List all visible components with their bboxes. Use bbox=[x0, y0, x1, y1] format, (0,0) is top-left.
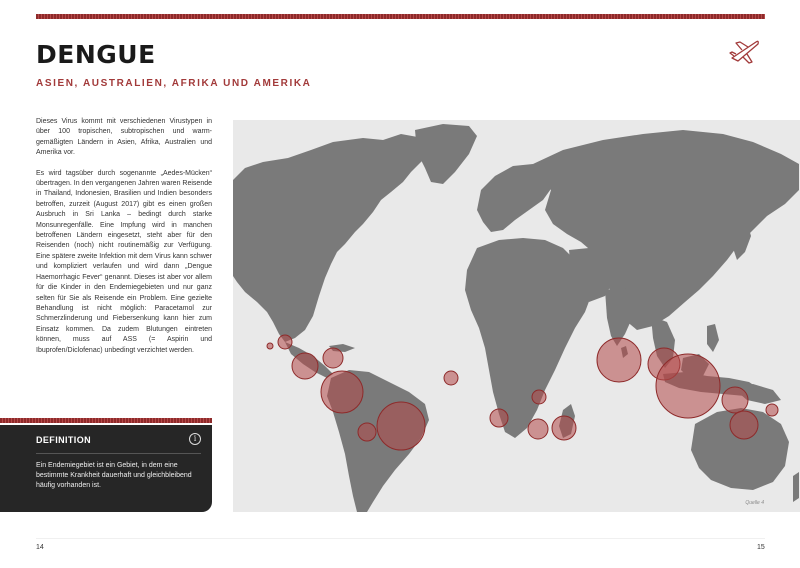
definition-text: Ein Endemiegebiet ist ein Gebiet, in dem eine bestimmte Krankheit dauerhaft und gleichbleibend häufig vorhanden ist. bbox=[36, 462, 192, 489]
marker-central-america bbox=[292, 353, 318, 379]
marker-east-africa bbox=[532, 390, 546, 404]
marker-india bbox=[597, 338, 641, 382]
land-new-zealand bbox=[793, 472, 799, 502]
airplane-icon bbox=[728, 34, 762, 68]
marker-madagascar bbox=[552, 416, 576, 440]
marker-peru-bolivia bbox=[358, 423, 376, 441]
map-source: Quelle 4 bbox=[745, 500, 764, 506]
page-number-left: 14 bbox=[36, 544, 44, 551]
article-body bbox=[36, 117, 212, 356]
top-decorative-bar bbox=[36, 14, 765, 19]
marker-colombia-venezuela bbox=[321, 371, 363, 413]
page-subtitle: ASIEN, AUSTRALIEN, AFRIKA UND AMERIKA bbox=[36, 78, 312, 89]
info-icon: i bbox=[189, 433, 201, 445]
land-greenland bbox=[415, 124, 477, 184]
definition-box bbox=[0, 425, 212, 512]
definition-title: DEFINITION bbox=[36, 435, 91, 445]
marker-mexico-west bbox=[267, 343, 273, 349]
definition-divider bbox=[36, 453, 201, 454]
marker-mexico bbox=[278, 335, 292, 349]
marker-australia-north bbox=[730, 411, 758, 439]
marker-new-guinea bbox=[722, 387, 748, 413]
definition-decorative-bar bbox=[0, 418, 212, 423]
footer-divider bbox=[36, 538, 765, 539]
marker-pacific-islands bbox=[766, 404, 778, 416]
world-map bbox=[233, 120, 800, 512]
paragraph-details: Es wird tagsüber durch sogenannte „Aedes-Mücken“ übertragen. In den vergangenen Jahren waren Reisende in Thailand, Indonesien, Brasilien und Indien besonders betroffen, zurzeit (August 2017) gibt es einen großen Ausbruch in Sri Lanka – bedingt durch starke Monsunregenfälle. Eine Impfung wird in manchen betroffenen Ländern eingesetzt, steht aber für den Reisenden (noch) nicht routinemäßig zur Verfügung. Eine spätere zweite Infektion mit dem Virus kann schwer und kompliziert verlaufen und wird dann „Dengue Haemorrhagic Fever“ genannt. Dieses ist aber vor allem für die Kinder in den Endemiegebieten und nur ganz selten für Sie als Reisende ein Problem. Eine gezielte Behandlung ist nicht möglich: Paracetamol zur Schmerzlinderung und Fiebersenkung kann hier zum Einsatz kommen. Da zudem Blutungen eintreten können, muss auf ASS (= Aspirin und Ibuprofen/Diclofenac) unbedingt verzichtet werden. bbox=[36, 169, 212, 354]
marker-west-africa bbox=[444, 371, 458, 385]
paragraph-intro: Dieses Virus kommt mit verschiedenen Virustypen in über 100 tropischen, subtropischen und warm-gemäßigten Ländern in Asien, Afrika, Australien und Amerika vor. bbox=[36, 118, 212, 157]
marker-caribbean bbox=[323, 348, 343, 368]
land-india bbox=[605, 288, 637, 346]
marker-brazil bbox=[377, 402, 425, 450]
page-number-right: 15 bbox=[757, 544, 765, 551]
marker-central-africa bbox=[490, 409, 508, 427]
land-philippines bbox=[707, 324, 719, 352]
marker-southern-africa bbox=[528, 419, 548, 439]
marker-indonesia bbox=[656, 354, 720, 418]
page-title: DENGUE bbox=[36, 40, 156, 69]
land-north-america bbox=[233, 134, 433, 342]
land-masses bbox=[233, 124, 799, 512]
